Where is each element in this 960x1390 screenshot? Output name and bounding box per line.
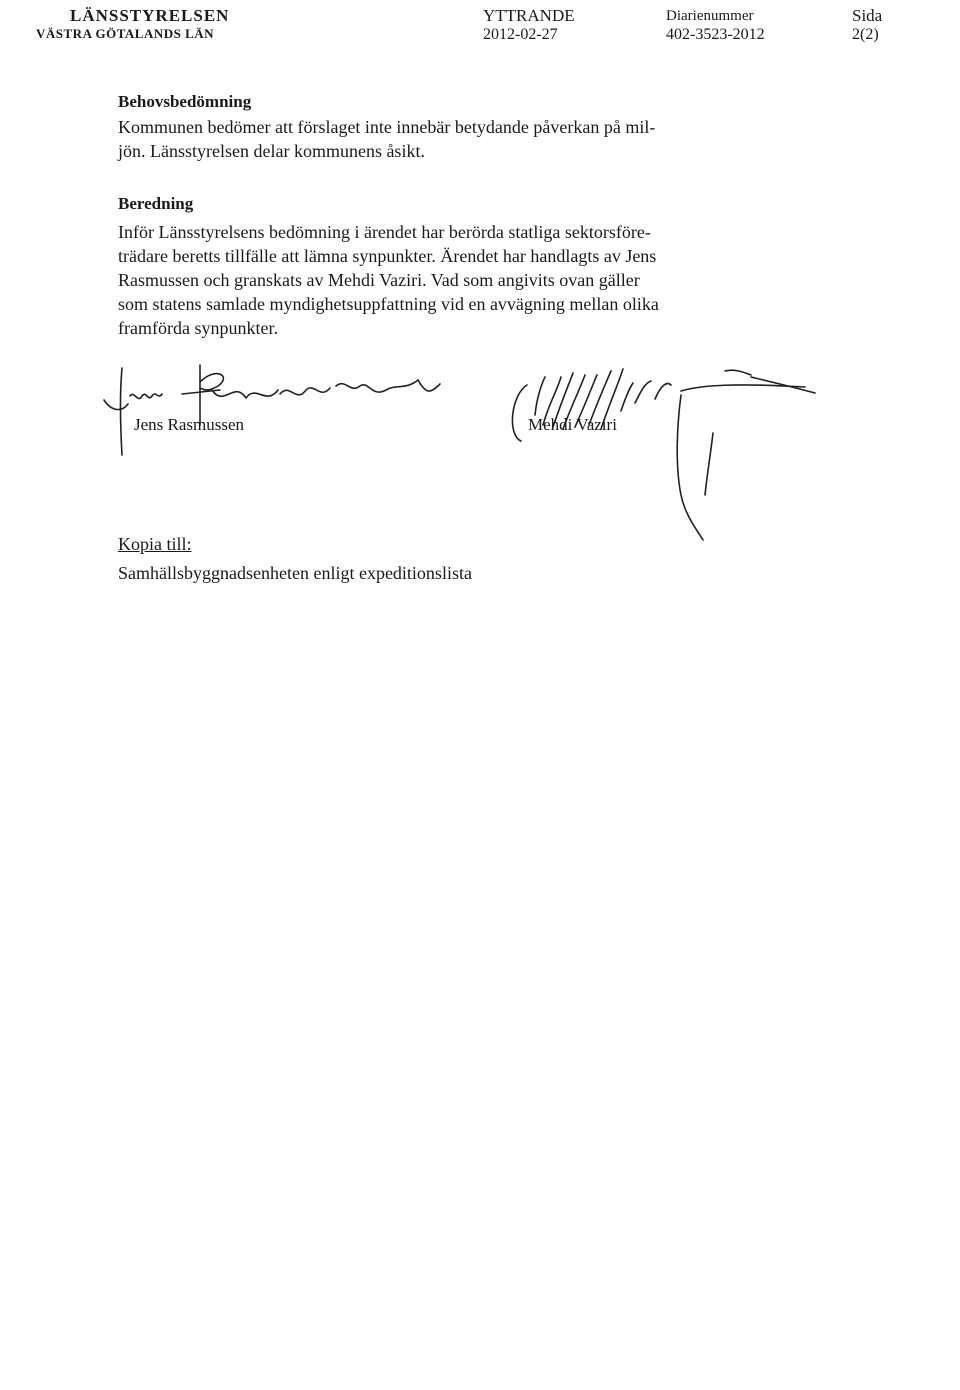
section-heading-preparation: Beredning	[118, 194, 194, 213]
signature-jens-rasmussen	[100, 360, 450, 460]
section-heading-assessment: Behovsbedömning	[118, 92, 252, 111]
body-line: Kommunen bedömer att förslaget inte innebär betydande påverkan på mil-	[118, 117, 656, 137]
copy-label: Kopia till:	[118, 534, 192, 554]
page-number: 2(2)	[852, 26, 879, 43]
copy-recipient: Samhällsbyggnadsenheten enligt expeditionslista	[118, 563, 472, 583]
document-type: YTTRANDE	[483, 6, 575, 25]
document-date: 2012-02-27	[483, 26, 558, 43]
signature-name-jens: Jens Rasmussen	[134, 415, 245, 434]
registration-number: 402-3523-2012	[666, 26, 765, 43]
organization-region: VÄSTRA GÖTALANDS LÄN	[36, 26, 215, 41]
body-line: framförda synpunkter.	[118, 318, 278, 338]
organization-name: LÄNSSTYRELSEN	[70, 6, 230, 25]
body-line: trädare beretts tillfälle att lämna synpunkter. Ärendet har handlagts av Jens	[118, 246, 657, 266]
page-label: Sida	[852, 6, 883, 25]
registration-label: Diarienummer	[666, 8, 754, 24]
signature-mehdi-vaziri	[505, 355, 835, 555]
section-body-assessment	[118, 115, 758, 163]
signature-name-mehdi: Mehdi Vaziri	[528, 415, 617, 434]
body-line: jön. Länsstyrelsen delar kommunens åsikt.	[118, 141, 425, 161]
body-line: Rasmussen och granskats av Mehdi Vaziri. Vad som angivits ovan gäller	[118, 270, 640, 290]
body-line: Inför Länsstyrelsens bedömning i ärendet har berörda statliga sektorsföre-	[118, 222, 651, 242]
body-line: som statens samlade myndighetsuppfattning vid en avvägning mellan olika	[118, 294, 659, 314]
section-body-preparation	[118, 220, 758, 340]
